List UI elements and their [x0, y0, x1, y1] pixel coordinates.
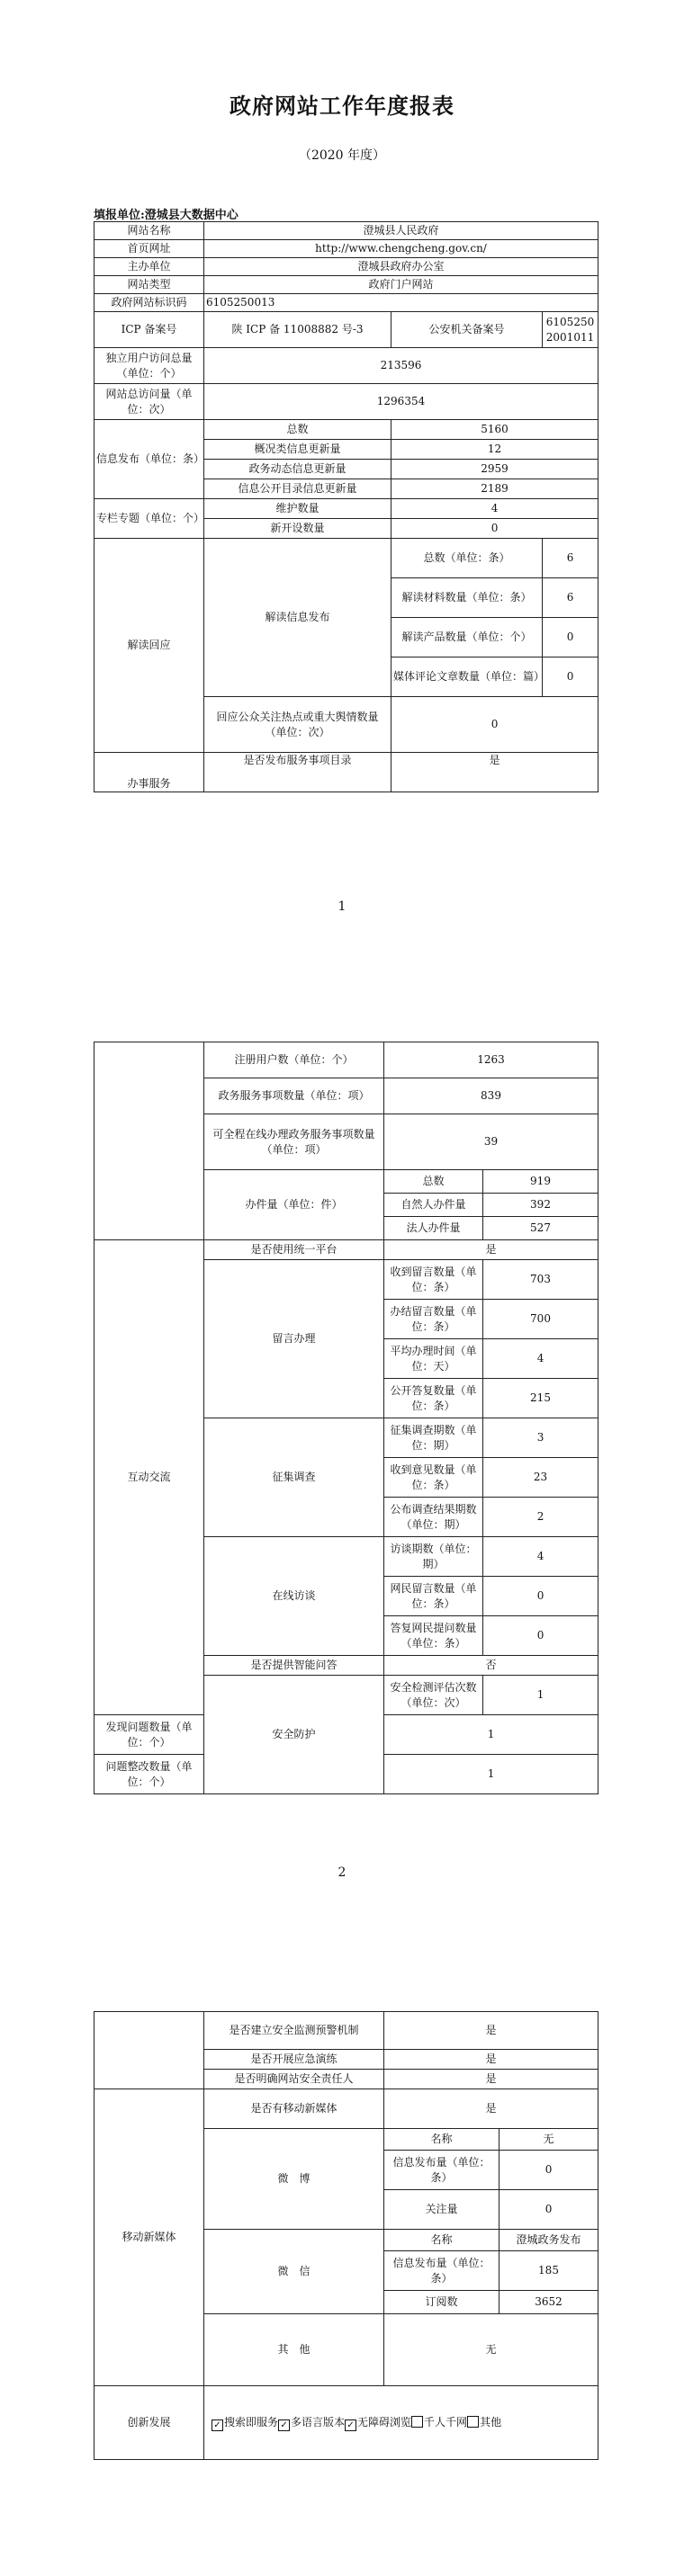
survey-results: 2 — [483, 1498, 598, 1537]
site-name: 澄城县人民政府 — [204, 222, 598, 240]
page-title: 政府网站工作年度报表 — [230, 93, 454, 119]
column-new: 0 — [392, 519, 598, 539]
innovation-checkbox[interactable]: ✓ — [278, 2419, 290, 2431]
report-table-1 — [94, 221, 598, 792]
info-dynamic: 2959 — [392, 460, 598, 479]
cell-label: 信息发布量（单位：条） — [384, 2251, 500, 2291]
innovation-checkbox-group — [212, 2416, 501, 2428]
cell-label: 政务服务事项数量（单位：项） — [204, 1078, 384, 1114]
filling-unit: 填报单位:澄城县大数据中心 — [94, 209, 238, 222]
cell-label: 收到留言数量（单位：条） — [384, 1260, 483, 1300]
cell-label: 办结留言数量（单位：条） — [384, 1300, 483, 1339]
unique-visitors: 213596 — [204, 348, 598, 384]
cell-label: 政务动态信息更新量 — [204, 460, 392, 479]
wechat-name: 澄城政务发布 — [500, 2230, 598, 2251]
msg-received: 703 — [483, 1260, 598, 1300]
online-items: 39 — [384, 1114, 598, 1170]
cell-label: 是否发布服务事项目录 — [204, 753, 392, 792]
weibo-follows: 0 — [500, 2190, 598, 2230]
cell-label: 征集调查 — [204, 1418, 384, 1537]
cases-person: 392 — [483, 1194, 598, 1217]
cell-label: 自然人办件量 — [384, 1194, 483, 1217]
info-total: 5160 — [392, 420, 598, 440]
report-table-3 — [94, 2011, 598, 2460]
innovation-checkbox[interactable] — [411, 2416, 423, 2428]
msg-public: 215 — [483, 1379, 598, 1418]
cell-label: ICP 备案号 — [94, 312, 204, 348]
cell-label: 网站名称 — [94, 222, 204, 240]
monitor-mechanism: 是 — [384, 2012, 598, 2050]
section-label: 移动新媒体 — [94, 2089, 204, 2386]
cell-label: 总数（单位：条） — [392, 539, 543, 578]
cell-label: 是否使用统一平台 — [204, 1240, 384, 1260]
interp-product: 0 — [543, 618, 598, 657]
smart-qa: 否 — [384, 1656, 598, 1676]
section-label: 信息发布（单位：条） — [94, 420, 204, 499]
section-label: 互动交流 — [94, 1240, 204, 1715]
cell-label: 信息发布量（单位：条） — [384, 2151, 500, 2190]
cell-label: 订阅数 — [384, 2291, 500, 2314]
cell-label: 是否提供智能问答 — [204, 1656, 384, 1676]
security-checks: 1 — [483, 1676, 598, 1715]
cell-label: 平均办理时间（单位：天） — [384, 1339, 483, 1379]
section-label: 解读回应 — [94, 539, 204, 753]
cell-label: 收到意见数量（单位：条） — [384, 1458, 483, 1498]
cell-label: 公安机关备案号 — [392, 312, 543, 348]
innovation-options — [204, 2386, 598, 2460]
cell-label: 微 博 — [204, 2129, 384, 2230]
cell-label: 留言办理 — [204, 1260, 384, 1418]
sponsor: 澄城县政府办公室 — [204, 258, 598, 276]
msg-done: 700 — [483, 1300, 598, 1339]
cell-label: 办件量（单位：件） — [204, 1170, 384, 1240]
cell-label: 解读材料数量（单位：条） — [392, 578, 543, 618]
innovation-checkbox[interactable]: ✓ — [212, 2419, 223, 2431]
cell-label: 可全程在线办理政务服务事项数量（单位：项） — [204, 1114, 384, 1170]
cell-label: 微 信 — [204, 2230, 384, 2314]
respond-count: 0 — [392, 697, 598, 753]
cell-label: 答复网民提问数量（单位：条） — [384, 1616, 483, 1656]
cell-label: 网站总访问量（单位：次） — [94, 384, 204, 420]
cell-label: 关注量 — [384, 2190, 500, 2230]
wechat-posts: 185 — [500, 2251, 598, 2291]
page-number: 2 — [338, 1865, 346, 1880]
wechat-subscribers: 3652 — [500, 2291, 598, 2314]
cell-label: 是否建立安全监测预警机制 — [204, 2012, 384, 2050]
section-label: 安全防护 — [204, 1676, 384, 1794]
page-number: 1 — [338, 899, 346, 914]
cell-label: 是否明确网站安全责任人 — [204, 2070, 384, 2089]
interview-answers: 0 — [483, 1616, 598, 1656]
police-number: 61052502001011 — [543, 312, 598, 348]
cell-label: 首页网址 — [94, 240, 204, 258]
security-fixed: 1 — [384, 1755, 598, 1794]
cell-label: 是否开展应急演练 — [204, 2050, 384, 2070]
cell-label: 名称 — [384, 2129, 500, 2151]
cell-label: 是否有移动新媒体 — [204, 2089, 384, 2129]
cases-total: 919 — [483, 1170, 598, 1194]
section-label: 专栏专题（单位：个） — [94, 499, 204, 539]
info-overview: 12 — [392, 440, 598, 460]
interp-media: 0 — [543, 657, 598, 697]
security-found: 1 — [384, 1715, 598, 1755]
gov-items: 839 — [384, 1078, 598, 1114]
cell-label: 媒体评论文章数量（单位：篇） — [392, 657, 543, 697]
cell-label: 网站类型 — [94, 276, 204, 294]
cell-label: 注册用户数（单位：个） — [204, 1042, 384, 1078]
cell-label: 征集调查期数（单位：期） — [384, 1418, 483, 1458]
site-code: 6105250013 — [204, 294, 598, 312]
interview-periods: 4 — [483, 1537, 598, 1577]
unified-platform: 是 — [384, 1240, 598, 1260]
innovation-option-label: 千人千网 — [424, 2415, 468, 2428]
cell-label: 公布调查结果期数（单位：期） — [384, 1498, 483, 1537]
interview-msgs: 0 — [483, 1577, 598, 1616]
section-label: 办事服务 — [94, 753, 204, 792]
cell-label: 公开答复数量（单位：条） — [384, 1379, 483, 1418]
info-open: 2189 — [392, 479, 598, 499]
other-media: 无 — [384, 2314, 598, 2386]
interp-total: 6 — [543, 539, 598, 578]
has-mobile-media: 是 — [384, 2089, 598, 2129]
cell-label: 信息公开目录信息更新量 — [204, 479, 392, 499]
cell-label: 名称 — [384, 2230, 500, 2251]
column-maintained: 4 — [392, 499, 598, 519]
section-label: 创新发展 — [94, 2386, 204, 2460]
home-url: http://www.chengcheng.gov.cn/ — [204, 240, 598, 258]
cell-label: 新开设数量 — [204, 519, 392, 539]
cell-label: 在线访谈 — [204, 1537, 384, 1656]
cell-label: 总数 — [204, 420, 392, 440]
report-table-2 — [94, 1042, 598, 1794]
cell-label: 政府网站标识码 — [94, 294, 204, 312]
survey-opinions: 23 — [483, 1458, 598, 1498]
cell-label: 问题整改数量（单位：个） — [94, 1755, 204, 1794]
site-type: 政府门户网站 — [204, 276, 598, 294]
cell-label: 概况类信息更新量 — [204, 440, 392, 460]
innovation-option-label: 其他 — [480, 2415, 502, 2428]
cell-label: 独立用户访问总量（单位：个） — [94, 348, 204, 384]
cell-label: 其 他 — [204, 2314, 384, 2386]
survey-periods: 3 — [483, 1418, 598, 1458]
emergency-drill: 是 — [384, 2050, 598, 2070]
cell-label: 安全检测评估次数（单位：次） — [384, 1676, 483, 1715]
cases-legal: 527 — [483, 1217, 598, 1240]
cell-label: 发现问题数量（单位：个） — [94, 1715, 204, 1755]
innovation-checkbox[interactable] — [467, 2416, 479, 2428]
page-views: 1296354 — [204, 384, 598, 420]
innovation-option-label: 多语言版本 — [291, 2415, 346, 2428]
icp-number: 陕 ICP 备 11008882 号-3 — [204, 312, 392, 348]
weibo-name: 无 — [500, 2129, 598, 2151]
cell-label: 访谈期数（单位：期） — [384, 1537, 483, 1577]
registered-users: 1263 — [384, 1042, 598, 1078]
interp-material: 6 — [543, 578, 598, 618]
innovation-checkbox[interactable]: ✓ — [345, 2419, 356, 2431]
report-year: （2020 年度） — [298, 148, 386, 163]
cell-label: 回应公众关注热点或重大舆情数量（单位：次） — [204, 697, 392, 753]
security-responsible: 是 — [384, 2070, 598, 2089]
service-directory: 是 — [392, 753, 598, 792]
cell-label: 维护数量 — [204, 499, 392, 519]
msg-avg-time: 4 — [483, 1339, 598, 1379]
cell-label: 法人办件量 — [384, 1217, 483, 1240]
cell-label: 网民留言数量（单位：条） — [384, 1577, 483, 1616]
weibo-posts: 0 — [500, 2151, 598, 2190]
innovation-option-label: 无障碍浏览 — [357, 2415, 412, 2428]
cell-label: 主办单位 — [94, 258, 204, 276]
cell-label: 解读信息发布 — [204, 539, 392, 697]
cell-label: 解读产品数量（单位：个） — [392, 618, 543, 657]
cell-label: 总数 — [384, 1170, 483, 1194]
innovation-option-label: 搜索即服务 — [224, 2415, 279, 2428]
